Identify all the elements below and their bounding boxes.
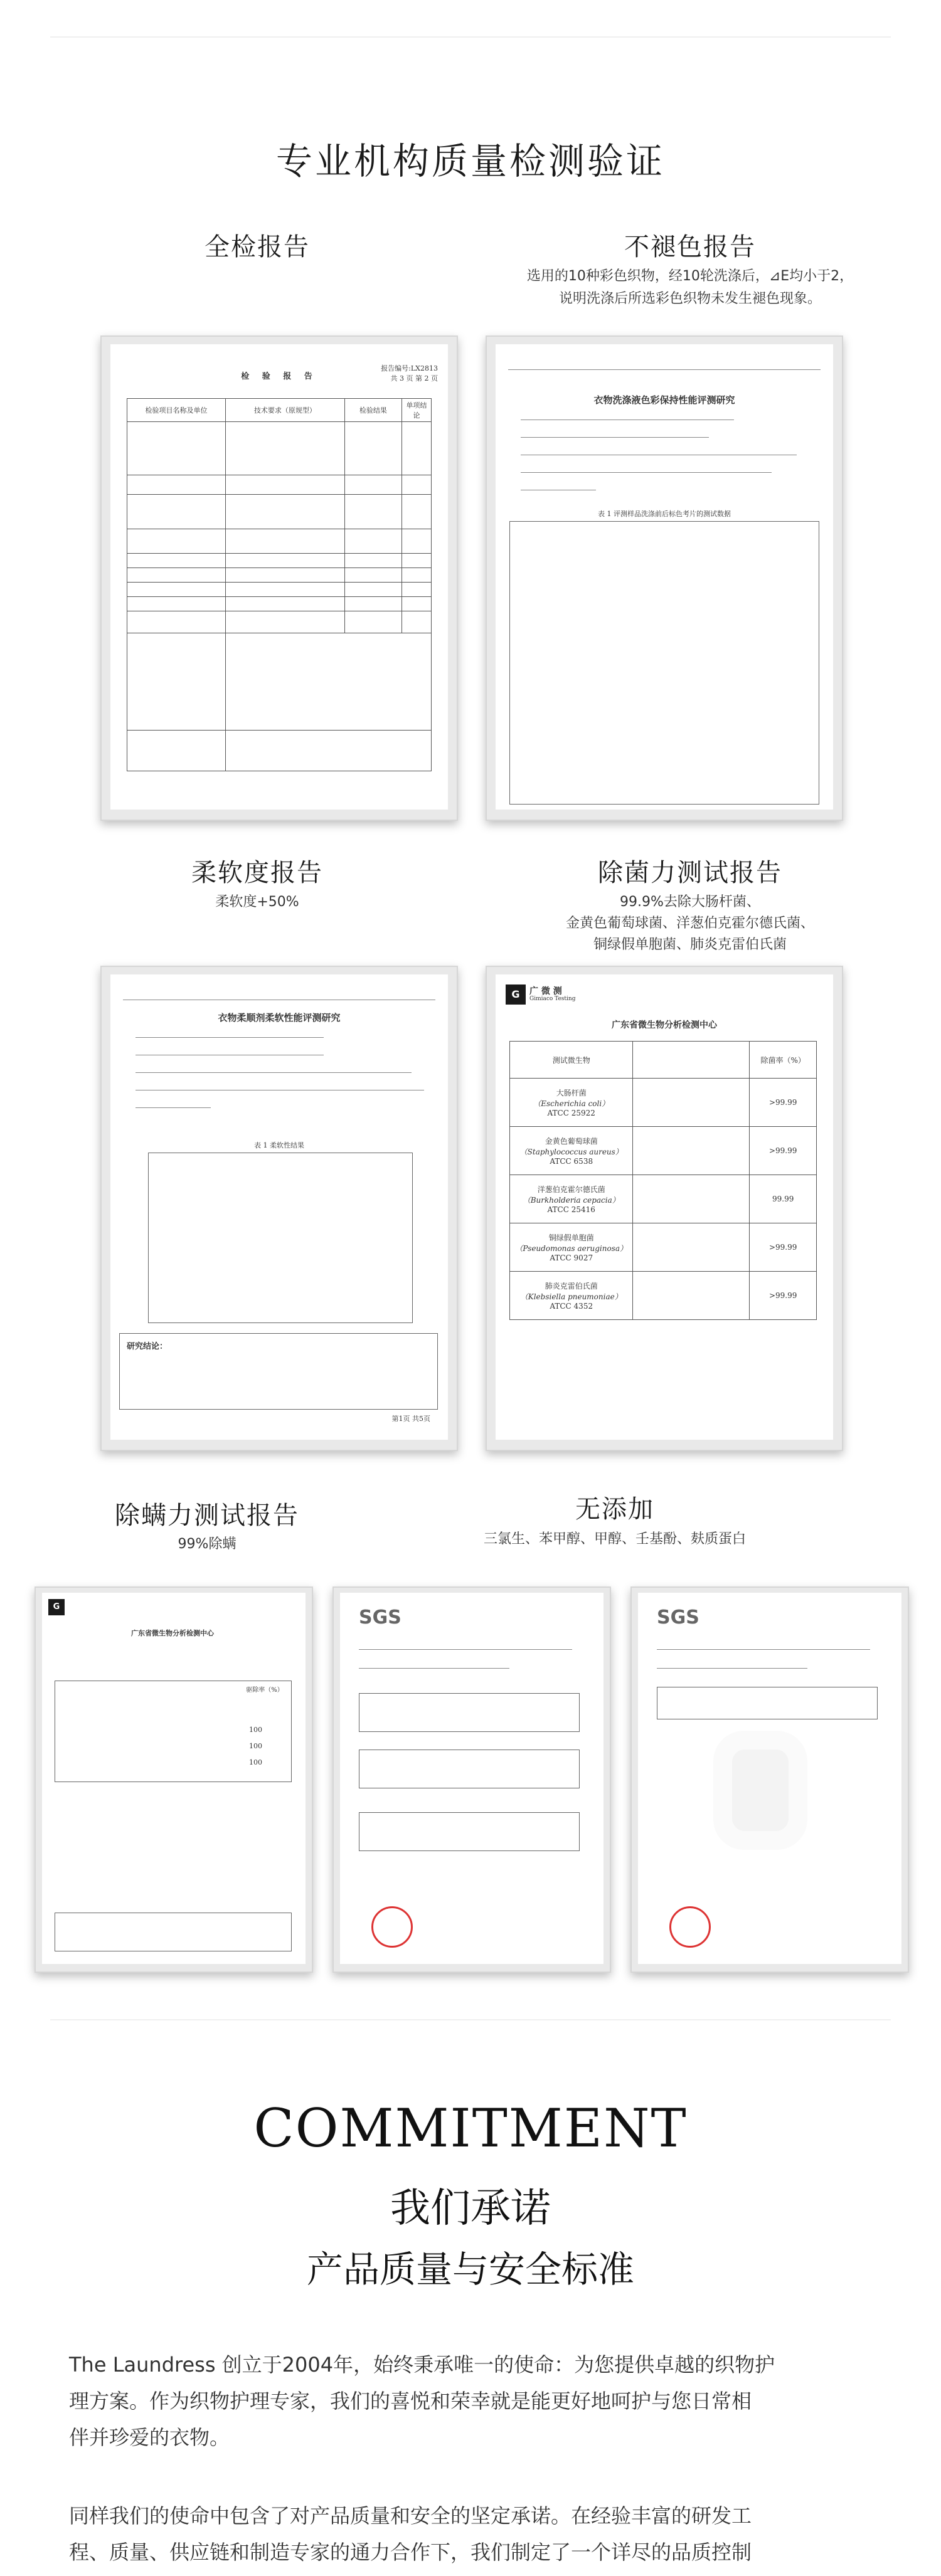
antibacterial-desc-2: 金黄色葡萄球菌、洋葱伯克霍尔德氏菌、: [565, 916, 814, 931]
rate-cell: >99.99: [750, 1127, 817, 1175]
text-line: 理方案。作为织物护理专家，我们的喜悦和荣幸就是能更好地呵护与您日常相: [69, 2389, 752, 2413]
doc-page: 共 3 页 第 2 页: [390, 374, 438, 383]
top-divider: [50, 36, 891, 38]
antibacterial-title: 除菌力测试报告: [598, 858, 782, 887]
microbe-name: 洋葱伯克霍尔德氏菌: [537, 1185, 605, 1194]
text-line: [657, 1668, 807, 1669]
colorfast-desc-1: 选用的10种彩色织物，经10轮洗涤后，⊿E均小于2，: [526, 268, 854, 284]
signature-box: [55, 1913, 292, 1951]
data-table: [509, 521, 819, 805]
rate-cell: 99.99: [750, 1175, 817, 1223]
gimiaco-logo-icon: G: [48, 1599, 65, 1615]
softness-report-image: [100, 966, 458, 1451]
commitment-en-title: COMMITMENT: [253, 2098, 688, 2159]
text-line: [521, 437, 709, 438]
col-header: 单项结论: [402, 399, 432, 422]
microbe-atcc: ATCC 4352: [550, 1302, 593, 1311]
logo-name: 广 微 测: [529, 986, 562, 996]
microbe-atcc: ATCC 6538: [550, 1157, 593, 1166]
section-title: 专业机构质量检测验证: [275, 140, 665, 182]
colorfast-title: 不褪色报告: [624, 233, 756, 261]
sgs-report-2-image: [630, 1586, 909, 1973]
microbe-atcc: ATCC 9027: [550, 1254, 593, 1262]
microbe-latin: （Burkholderia cepacia）: [523, 1196, 620, 1205]
section-divider: [50, 2019, 891, 2020]
microbe-cell: [510, 1272, 633, 1320]
antibacterial-desc-3: 铜绿假单胞菌、肺炎克雷伯氏菌: [593, 937, 787, 953]
doc-number: 报告编号:LX2813: [381, 364, 438, 372]
commitment-subtitle: 产品质量与安全标准: [306, 2248, 634, 2291]
logo-subtitle: Gimiaco Testing: [529, 996, 576, 1002]
report-sheet: [496, 974, 833, 1440]
rate-header: 除菌率（%）: [750, 1042, 817, 1079]
microbe-name: 大肠杆菌: [556, 1089, 587, 1097]
text-line: [136, 1037, 324, 1038]
page-number: 第1页 共5页: [391, 1415, 430, 1423]
red-stamp-icon: [669, 1906, 711, 1948]
report-sheet: [110, 344, 448, 810]
microbe-latin: （Pseudomonas aeruginosa）: [515, 1244, 628, 1253]
doc-title: 检 验 报 告: [241, 372, 317, 381]
result-table: [359, 1693, 580, 1732]
commitment-paragraph-2: [69, 2498, 878, 2570]
rate-cell: >99.99: [750, 1079, 817, 1127]
org-name: 广东省微生物分析检测中心: [131, 1629, 214, 1637]
gimiaco-logo-icon: G: [506, 984, 526, 1005]
rate-value: 100: [249, 1742, 262, 1750]
no-additives-title: 无添加: [575, 1495, 654, 1524]
text-line: [657, 1649, 870, 1650]
table-title: 表 1 柔软性结果: [254, 1141, 304, 1149]
antibacterial-desc-1: 99.9%去除大肠杆菌、: [620, 894, 760, 910]
text-line: [521, 472, 772, 473]
antibacterial-report-image: [486, 966, 843, 1451]
microbe-name: 铜绿假单胞菌: [548, 1233, 594, 1242]
report-sheet: [42, 1593, 306, 1964]
microbe-latin: （Escherichia coli）: [533, 1099, 610, 1108]
microbe-table: [509, 1041, 817, 1320]
text-line: [359, 1649, 572, 1650]
result-table: [359, 1750, 580, 1788]
microbe-name: 金黄色葡萄球菌: [545, 1137, 598, 1146]
microbe-atcc: ATCC 25416: [547, 1205, 595, 1214]
microbe-cell: [510, 1223, 633, 1272]
data-table: [148, 1153, 413, 1323]
doc-title: 衣物洗涤液色彩保持性能评测研究: [593, 394, 735, 406]
sgs-logo: SGS: [359, 1607, 401, 1628]
header-rule: [508, 369, 821, 370]
report-sheet: [496, 344, 833, 810]
colorfast-desc-2: 说明洗涤后所选彩色织物未发生褪色现象。: [558, 291, 821, 307]
org-name: 广东省微生物分析检测中心: [612, 1020, 717, 1030]
col-header: 检验项目名称及单位: [127, 399, 226, 422]
table-title: 表 1 评测样品洗涤前后标色考片的测试数据: [598, 510, 731, 518]
rate-value: 100: [249, 1758, 262, 1766]
sgs-logo: SGS: [657, 1607, 699, 1628]
microbe-atcc: ATCC 25922: [547, 1109, 595, 1117]
report-sheet: [340, 1593, 603, 1964]
col-header: 检验结果: [344, 399, 401, 422]
microbe-latin: （Klebsiella pneumoniae）: [520, 1292, 622, 1301]
full-check-title: 全检报告: [205, 233, 310, 261]
softness-title: 柔软度报告: [191, 858, 323, 887]
result-table: [657, 1687, 878, 1719]
inspection-table: [127, 398, 432, 771]
rate-header: 驱除率（%）: [246, 1687, 284, 1694]
result-table: [359, 1812, 580, 1851]
no-additives-desc: 三氯生、苯甲醇、甲醇、壬基酚、麸质蛋白: [483, 1531, 746, 1547]
report-sheet: [110, 974, 448, 1440]
microbe-name: 肺炎克雷伯氏菌: [545, 1282, 598, 1291]
product-bottle-icon: [732, 1750, 789, 1831]
softness-desc: 柔软度+50%: [215, 894, 299, 910]
commitment-cn-title: 我们承诺: [390, 2185, 551, 2232]
microbe-header: 测试微生物: [510, 1042, 633, 1079]
rate-cell: >99.99: [750, 1223, 817, 1272]
rate-cell: >99.99: [750, 1272, 817, 1320]
col-header: 技术要求（原规型）: [226, 399, 345, 422]
rate-value: 100: [249, 1726, 262, 1734]
antimite-title: 除螨力测试报告: [115, 1501, 299, 1530]
commitment-paragraph-1: [69, 2346, 878, 2456]
text-line: 程、质量、供应链和制造专家的通力合作下，我们制定了一个详尽的品质控制: [69, 2540, 752, 2564]
red-stamp-icon: [371, 1906, 413, 1948]
conclusion-heading: 研究结论：: [127, 1342, 168, 1351]
text-line: [359, 1668, 509, 1669]
microbe-cell: [510, 1175, 633, 1223]
text-line: The Laundress 创立于2004年，始终秉承唯一的使命：为您提供卓越的织物护: [69, 2353, 775, 2377]
antimite-desc: 99%除螨: [178, 1536, 237, 1552]
doc-title: 衣物柔顺剂柔软性能评测研究: [218, 1012, 341, 1023]
microbe-latin: （Staphylococcus aureus）: [519, 1148, 623, 1156]
antimite-report-image: [35, 1586, 313, 1973]
text-line: [136, 1072, 412, 1073]
text-line: 伴并珍爱的衣物。: [69, 2426, 230, 2449]
colorfast-report-image: [486, 335, 843, 821]
microbe-cell: [510, 1127, 633, 1175]
text-line: [136, 1107, 211, 1108]
full-check-report-image: [100, 335, 458, 821]
sgs-report-1-image: [332, 1586, 611, 1973]
text-line: 同样我们的使命中包含了对产品质量和安全的坚定承诺。在经验丰富的研发工: [69, 2504, 752, 2528]
microbe-cell: [510, 1079, 633, 1127]
report-sheet: [638, 1593, 901, 1964]
